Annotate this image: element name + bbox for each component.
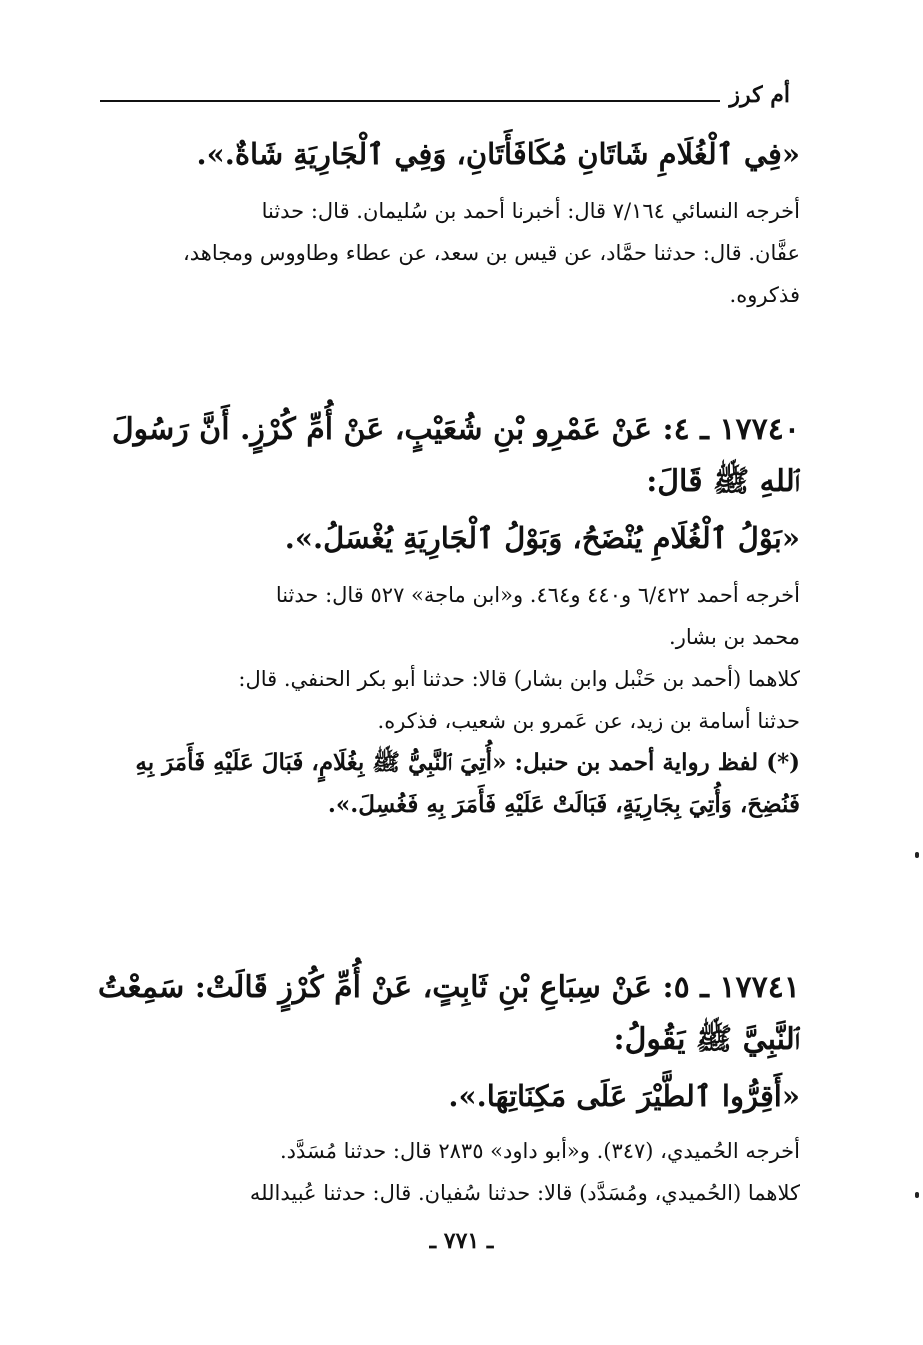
note-line: كلاهما (أحمد بن حَنْبل وابن بشار) قالا: حدثنا أبو بكر الحنفي. قال: (238, 667, 800, 691)
note-line: حدثنا أسامة بن زيد، عن عَمرو بن شعيب، فذكره. (377, 709, 800, 733)
hadith-17740-takhrij-note (100, 574, 800, 742)
hadith-17740-quote (100, 512, 840, 564)
hadith-17741-quote (100, 1070, 840, 1122)
note-line: أخرجه الحُميدي، (٣٤٧). و«أبو داود» ٢٨٣٥ قال: حدثنا مُسَدَّد. (279, 1139, 800, 1163)
hadith-17741-narration (97, 962, 800, 1066)
hadith-17740-narration (100, 404, 800, 508)
top-takhrij-note (100, 190, 800, 316)
quote-line: «فِي ٱلْغُلَامِ شَاتَانِ مُكَافَأَتَانِ، وَفِي ٱلْجَارِيَةِ شَاةٌ.». (196, 137, 800, 171)
narration-line: ١٧٧٤٠ ـ ٤: عَنْ عَمْرِو بْنِ شُعَيْبٍ، عَنْ أُمِّ كُرْزٍ. أَنَّ رَسُولَ (111, 412, 800, 447)
narration-line: ١٧٧٤١ ـ ٥: عَنْ سِبَاعِ بْنِ ثَابِتٍ، عَنْ أُمِّ كُرْزٍ قَالَتْ: سَمِعْتُ (97, 970, 800, 1005)
note-line: عفَّان. قال: حدثنا حمَّاد، عن قيس بن سعد، عن عطاء وطاووس ومجاهد، (182, 241, 800, 265)
header-title: أم كرز (729, 82, 790, 108)
note-bold-line: فَنُضِحَ، وَأُتِيَ بِجَارِيَةٍ، فَبَالَتْ عَلَيْهِ فَأَمَرَ بِهِ فَغُسِلَ.». (327, 791, 800, 818)
quote-line: «بَوْلُ ٱلْغُلَامِ يُنْضَحُ، وَبَوْلُ ٱلْجَارِيَةِ يُغْسَلُ.». (284, 521, 800, 555)
top-hadith-quote (100, 128, 840, 180)
hadith-17740-wording-note (100, 742, 800, 826)
running-header (100, 78, 790, 112)
note-line: محمد بن بشار. (669, 625, 800, 649)
note-line: فذكروه. (729, 283, 800, 307)
narration-line: ٱلنَّبِيَّ ﷺ يَقُولُ: (613, 1022, 800, 1057)
hadith-17741-takhrij-note (100, 1130, 800, 1214)
note-line: أخرجه النسائي ٧/١٦٤ قال: أخبرنا أحمد بن سُليمان. قال: حدثنا (261, 199, 800, 223)
page-number: ـ ٧٧١ ـ (429, 1228, 494, 1254)
quote-line: «أَقِرُّوا ٱلطَّيْرَ عَلَى مَكِنَاتِهَا.». (448, 1079, 800, 1113)
scan-speck (915, 852, 919, 858)
note-bold-line: (*) لفظ رواية أحمد بن حنبل: «أُتِيَ ٱلنَّبِيُّ ﷺ بِغُلَامٍ، فَبَالَ عَلَيْهِ فَأَمَرَ بِهِ (135, 749, 800, 776)
note-line: كلاهما (الحُميدي، ومُسَدَّد) قالا: حدثنا سُفيان. قال: حدثنا عُبيدالله (249, 1181, 800, 1205)
scan-speck (915, 1192, 919, 1198)
header-rule (100, 100, 720, 102)
note-line: أخرجه أحمد ٦/٤٢٢ و٤٤٠ و٤٦٤. و«ابن ماجة» ٥٢٧ قال: حدثنا (275, 583, 800, 607)
narration-line: ٱللهِ ﷺ قَالَ: (646, 464, 800, 499)
